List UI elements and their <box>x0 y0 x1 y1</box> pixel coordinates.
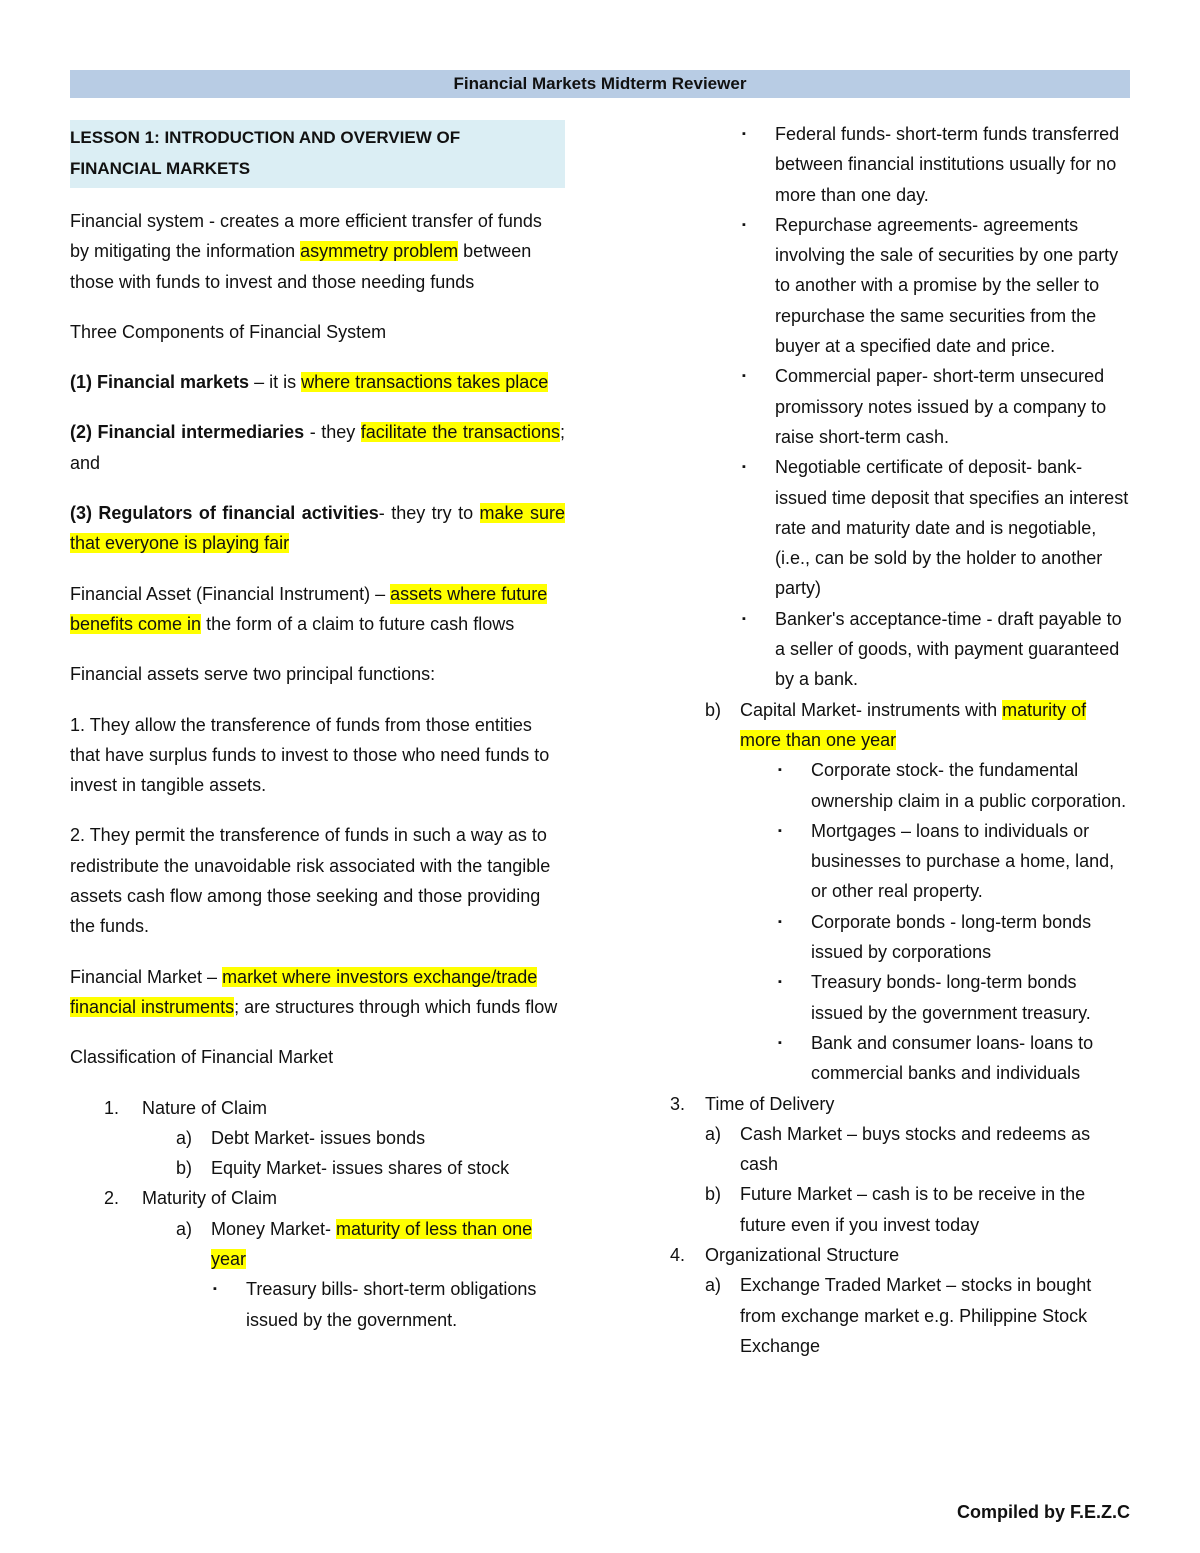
financial-asset-paragraph <box>70 579 565 640</box>
bullet-item <box>776 907 1130 968</box>
function-text: They allow the transference of funds from those entities that have surplus funds to invest to those who need funds to invest in tangible assets. <box>70 714 550 796</box>
financial-market-paragraph <box>70 962 565 1023</box>
nature-sublist <box>70 1123 565 1184</box>
component-sep: – it is <box>249 372 302 393</box>
list-number: 1. <box>104 1097 120 1118</box>
list-letter: a) <box>176 1218 193 1239</box>
list-text: Money Market- <box>211 1218 337 1239</box>
bullet-item <box>776 967 1130 1028</box>
list-item-maturity <box>70 1183 565 1213</box>
bullet-item <box>776 1028 1130 1089</box>
bullet-text: Federal funds- short-term funds transferred between financial institutions usually for no more than one day. <box>775 124 1120 205</box>
lesson-heading <box>70 120 565 188</box>
bullet-item <box>740 452 1130 603</box>
highlight: asymmetry problem <box>300 241 459 262</box>
list-title: Nature of Claim <box>142 1097 268 1118</box>
bullet-icon: ▪ <box>778 915 782 928</box>
bullet-item <box>740 119 1130 210</box>
financial-asset-text: Financial Asset (Financial Instrument) – <box>70 583 391 604</box>
list-number: 4. <box>670 1244 686 1265</box>
function-2 <box>70 820 565 941</box>
list-item <box>705 1270 1130 1361</box>
list-text: Future Market – cash is to be receive in the future even if you invest today <box>740 1184 1086 1235</box>
bullet-icon: ▪ <box>742 461 746 474</box>
bullet-text: Commercial paper- short-term unsecured promissory notes issued by a company to raise short-term cash. <box>775 366 1107 447</box>
bullet-item <box>211 1274 565 1335</box>
list-item-money-market <box>176 1214 565 1275</box>
component-sep: - they <box>304 422 361 443</box>
financial-market-text-end: ; are structures through which funds flow <box>234 996 558 1017</box>
bullet-icon: ▪ <box>742 370 746 383</box>
bullet-icon: ▪ <box>778 764 782 777</box>
highlight: facilitate the transactions <box>360 422 560 443</box>
highlight: where transactions takes place <box>301 372 549 393</box>
bullet-item <box>740 210 1130 361</box>
bullet-icon: ▪ <box>778 976 782 989</box>
list-title: Maturity of Claim <box>142 1188 278 1209</box>
right-column <box>670 119 1130 1361</box>
highlight: make sure that everyone is playing fair <box>70 503 566 554</box>
highlight: assets where future benefits come in <box>70 583 548 634</box>
function-number: 1. <box>70 714 86 735</box>
list-letter: a) <box>176 1127 193 1148</box>
list-title: Time of Delivery <box>705 1093 835 1114</box>
financial-system-text-end: between those with funds to invest and those needing funds <box>70 241 532 292</box>
component-label: (2) Financial intermediaries <box>70 422 305 443</box>
component-1 <box>70 367 565 397</box>
list-item-delivery <box>670 1089 1130 1119</box>
highlight: maturity of more than one year <box>740 699 1087 750</box>
financial-system-paragraph <box>70 206 565 297</box>
financial-market-text: Financial Market – <box>70 966 223 987</box>
list-number: 2. <box>104 1188 120 1209</box>
bullet-text: Mortgages – loans to individuals or businesses to purchase a home, land, or other real property. <box>811 820 1115 902</box>
lesson-heading-line1: LESSON 1: INTRODUCTION AND OVERVIEW OF <box>70 128 461 147</box>
list-item <box>705 1119 1130 1180</box>
components-heading: Three Components of Financial System <box>70 321 387 342</box>
bullet-icon: ▪ <box>742 128 746 140</box>
function-number: 2. <box>70 825 86 846</box>
list-item <box>176 1153 565 1183</box>
bullet-icon: ▪ <box>742 218 746 231</box>
highlight: market where investors exchange/trade financial instruments <box>70 966 538 1017</box>
list-text: Debt Market- issues bonds <box>211 1127 426 1148</box>
list-item <box>705 1179 1130 1240</box>
list-number: 3. <box>670 1093 686 1114</box>
financial-asset-text-end: the form of a claim to future cash flows <box>201 613 515 634</box>
list-text: Cash Market – buys stocks and redeems as cash <box>740 1123 1091 1175</box>
bullet-icon: ▪ <box>213 1283 217 1296</box>
list-text: Exchange Traded Market – stocks in bought from exchange market e.g. Philippine Stock Exchange <box>740 1275 1092 1356</box>
footer-credit: Compiled by F.E.Z.C <box>956 1502 1130 1522</box>
document-title: Financial Markets Midterm Reviewer <box>70 70 1130 98</box>
classification-heading: Classification of Financial Market <box>70 1047 334 1068</box>
component-post: ; and <box>70 422 565 473</box>
bullet-item <box>740 361 1130 452</box>
bullet-item <box>776 755 1130 816</box>
capital-market-bullets <box>705 755 1130 1088</box>
financial-system-text: Financial system - creates a more efficient transfer of funds by mitigating the information <box>70 211 542 262</box>
lesson-heading-line2: FINANCIAL MARKETS <box>70 159 251 178</box>
bullet-text: Banker's acceptance-time - draft payable to a seller of goods, with payment guaranteed by a bank. <box>775 608 1122 690</box>
bullet-text: Corporate stock- the fundamental ownership claim in a public corporation. <box>811 760 1127 811</box>
function-text: They permit the transference of funds in such a way as to redistribute the unavoidable risk associated with the tangible assets cash flow among those seeking and those providing the funds. <box>70 825 551 937</box>
bullet-item <box>776 816 1130 907</box>
functions-heading: Financial assets serve two principal functions: <box>70 664 436 685</box>
list-letter: a) <box>705 1275 722 1296</box>
list-title: Organizational Structure <box>705 1244 900 1265</box>
list-item-organization <box>670 1240 1130 1270</box>
list-item <box>176 1123 565 1153</box>
left-column <box>70 120 565 1335</box>
list-letter: b) <box>176 1158 193 1179</box>
list-letter: b) <box>705 1184 722 1205</box>
component-label: (1) Financial markets <box>70 372 250 393</box>
function-1 <box>70 710 565 801</box>
bullet-text: Corporate bonds - long-term bonds issued by corporations <box>811 911 1092 963</box>
bullet-text: Treasury bonds- long-term bonds issued by the government treasury. <box>811 972 1091 1023</box>
list-letter: b) <box>705 699 722 720</box>
bullet-icon: ▪ <box>778 1036 782 1049</box>
component-sep: - they try to <box>378 503 480 524</box>
bullet-text: Repurchase agreements- agreements involving the sale of securities by one party to another with a promise by the seller to repurchase the same securities from the buyer at a specified date and price. <box>775 214 1119 357</box>
bullet-text: Treasury bills- short-term obligations issued by the government. <box>246 1279 537 1330</box>
list-text: Capital Market- instruments with <box>740 699 1003 720</box>
component-label: (3) Regulators of financial activities <box>70 503 379 524</box>
component-2 <box>70 417 565 478</box>
money-market-bullets <box>705 119 1130 695</box>
bullet-icon: ▪ <box>778 824 782 837</box>
bullet-text: Bank and consumer loans- loans to commercial banks and individuals <box>811 1032 1094 1084</box>
list-text: Equity Market- issues shares of stock <box>211 1158 510 1179</box>
list-letter: a) <box>705 1123 722 1144</box>
bullet-icon: ▪ <box>742 612 746 625</box>
bullet-item <box>740 604 1130 695</box>
bullet-text: Negotiable certificate of deposit- bank-issued time deposit that specifies an interest rate and maturity date and is negotiable, (i.e., can be sold by the holder to another party) <box>775 457 1129 599</box>
maturity-sublist <box>70 1214 565 1335</box>
component-3 <box>70 498 565 559</box>
list-item-nature <box>70 1093 565 1123</box>
highlight: maturity of less than one year <box>211 1218 533 1270</box>
list-item-capital-market <box>705 695 1130 756</box>
